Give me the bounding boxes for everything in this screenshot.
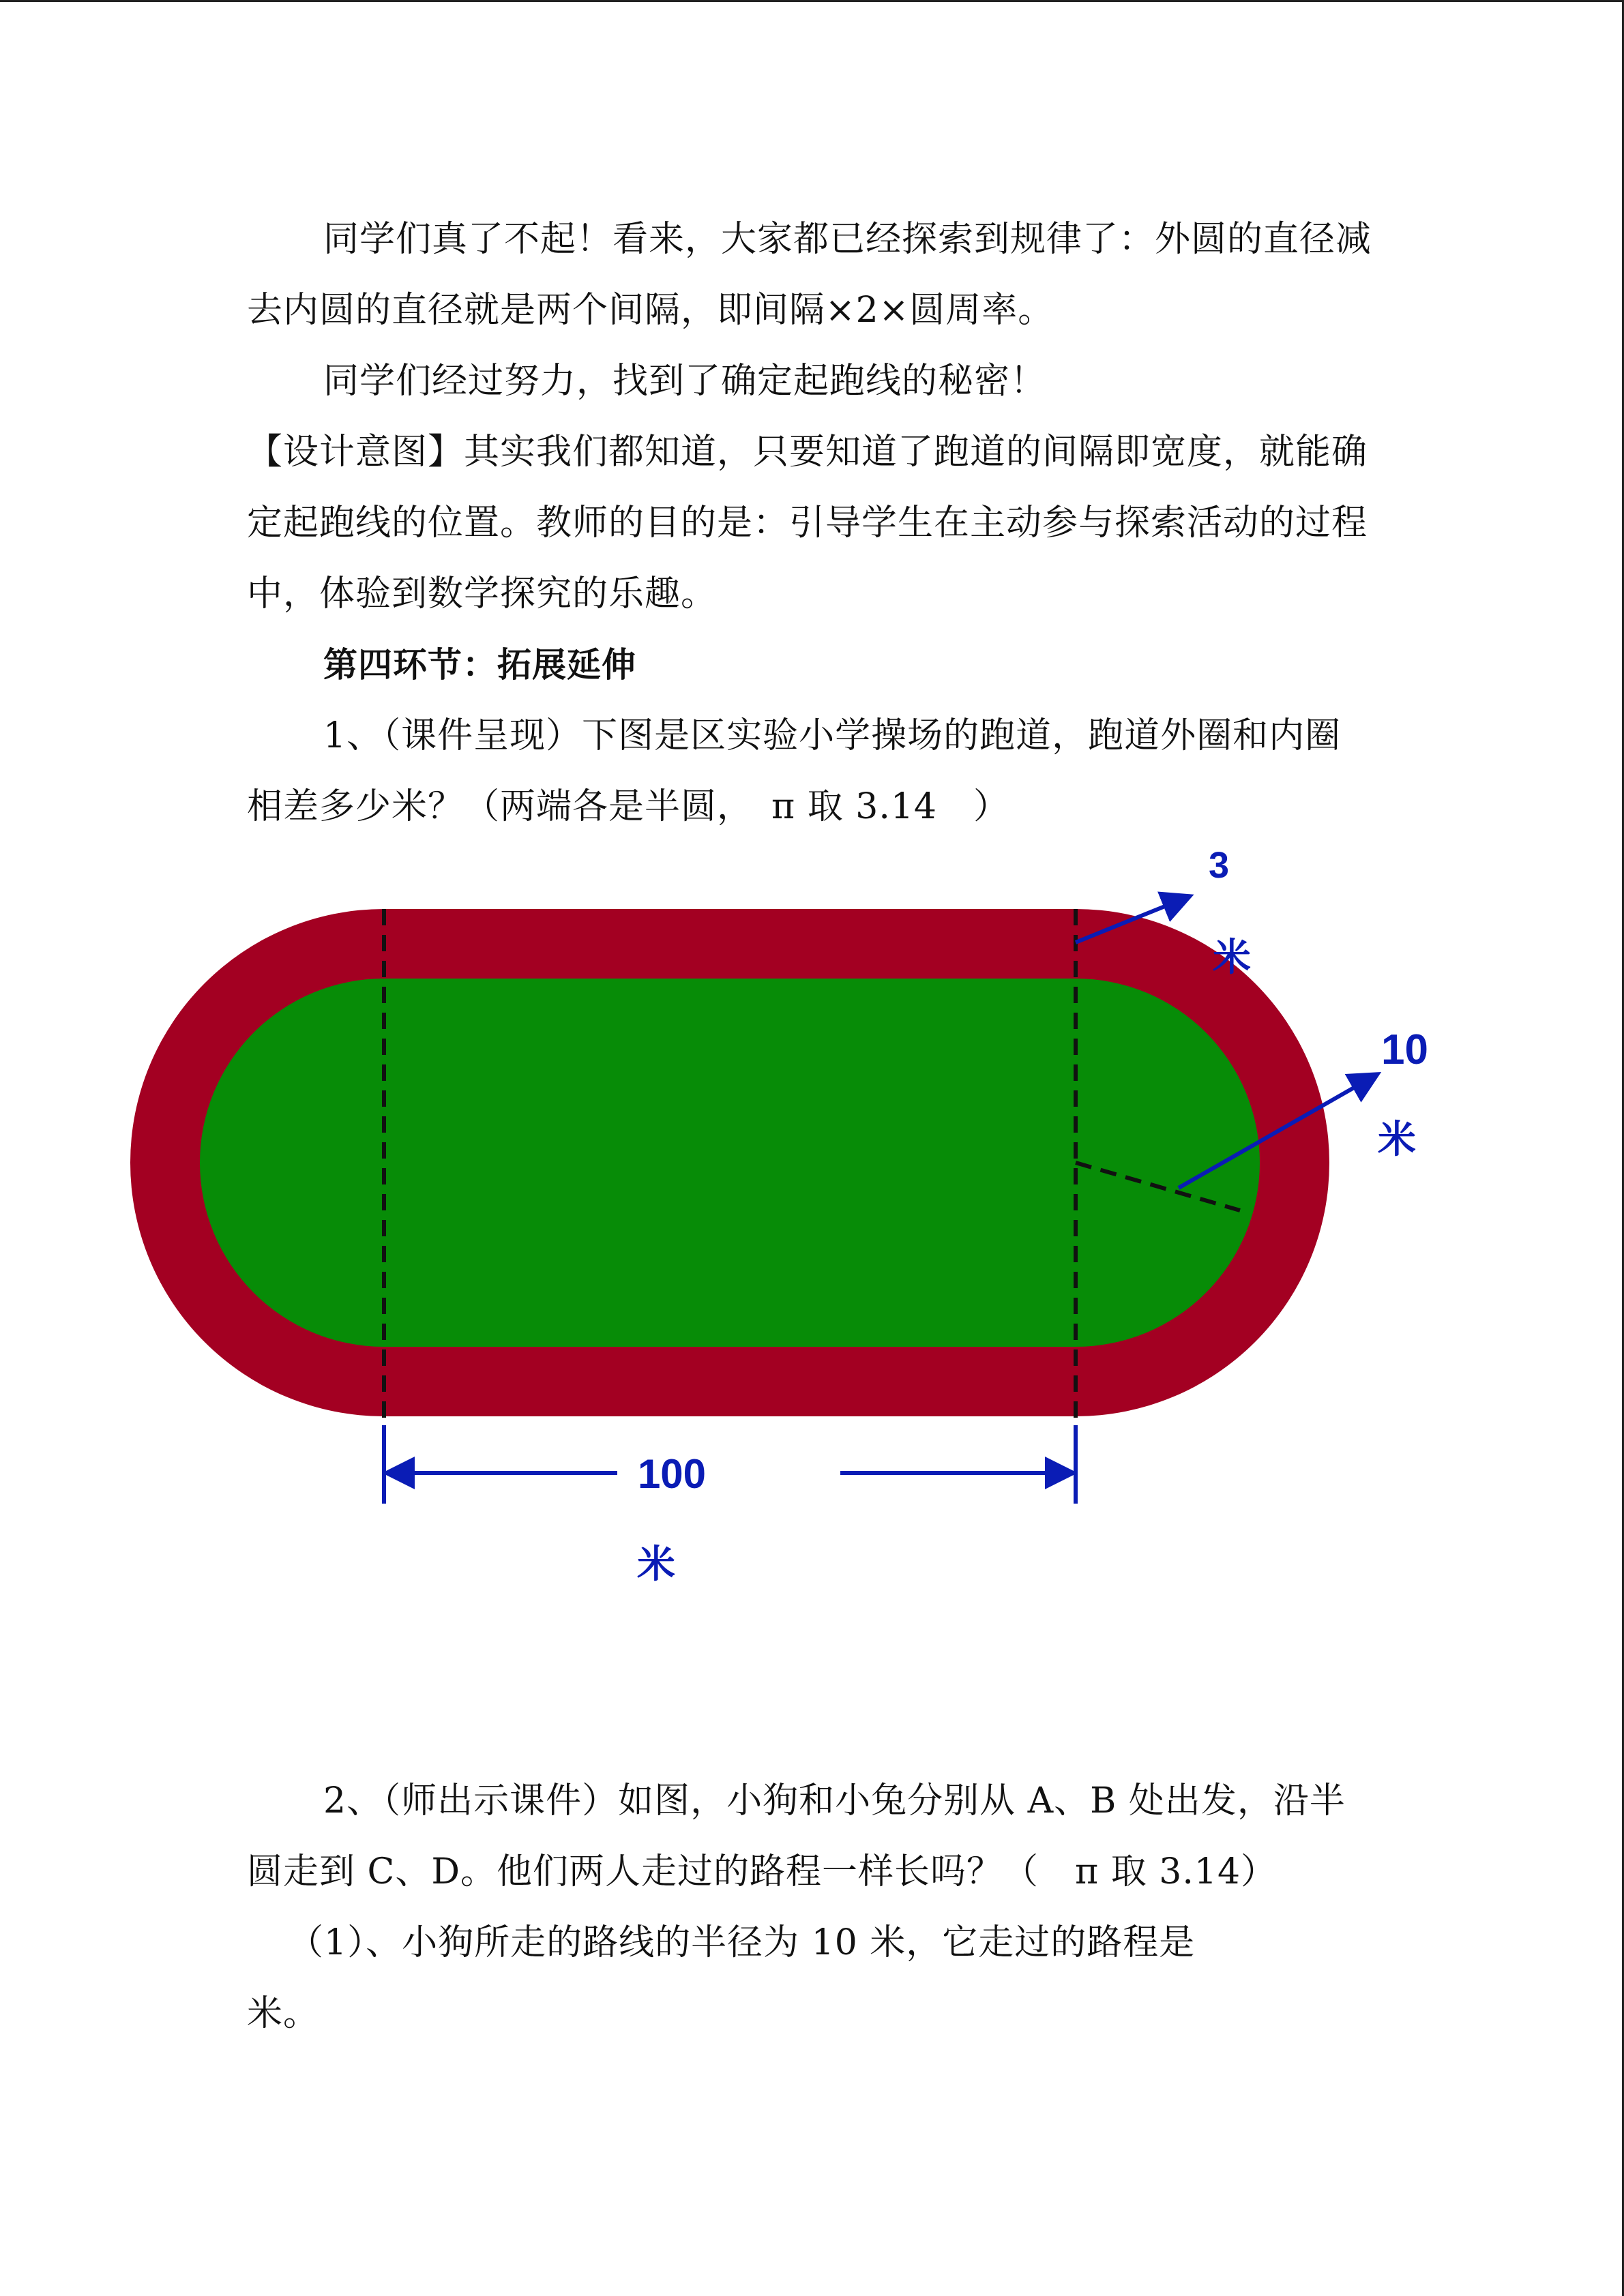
length-label-unit: 米 — [637, 1542, 675, 1585]
paragraph-design-intent: 【设计意图】其实我们都知道，只要知道了跑道的间隔即宽度，就能确定起跑线的位置。教师的目的是：引导学生在主动参与探索活动的过程中，体验到数学探究的乐趣。 — [247, 432, 1368, 614]
page-top-border — [0, 0, 1624, 2]
radius-label-number: 10 — [1381, 1026, 1428, 1073]
paragraph-conclusion: 同学们真了不起！看来，大家都已经探索到规律了：外圆的直径减去内圆的直径就是两个间隔，即间隔×2×圆周率。 — [247, 219, 1372, 331]
question-2-part-1: （1）、小狗所走的路线的半径为 10 米，它走过的路程是 米。 — [247, 1922, 1557, 2034]
question-2: 2、（师出示课件）如图，小狗和小兔分别从 A、B 处出发，沿半圆走到 C、D。他们两人走过的路程一样长吗？（ π 取 3.14） — [247, 1780, 1346, 1892]
radius-label-unit: 米 — [1378, 1118, 1416, 1161]
width-label-number: 3 — [1209, 845, 1230, 886]
running-track-diagram — [0, 839, 1624, 1609]
paragraph-discovery: 同学们经过努力，找到了确定起跑线的秘密！ — [323, 361, 1047, 402]
question-1: 1、（课件呈现）下图是区实验小学操场的跑道，跑道外圈和内圈相差多少米？（两端各是半圆， π 取 3.14 ） — [247, 715, 1342, 827]
section-heading: 第四环节：拓展延伸 — [323, 645, 636, 685]
width-label-unit: 米 — [1213, 936, 1251, 979]
length-label-number: 100 — [637, 1451, 707, 1497]
inner-field — [200, 979, 1260, 1347]
